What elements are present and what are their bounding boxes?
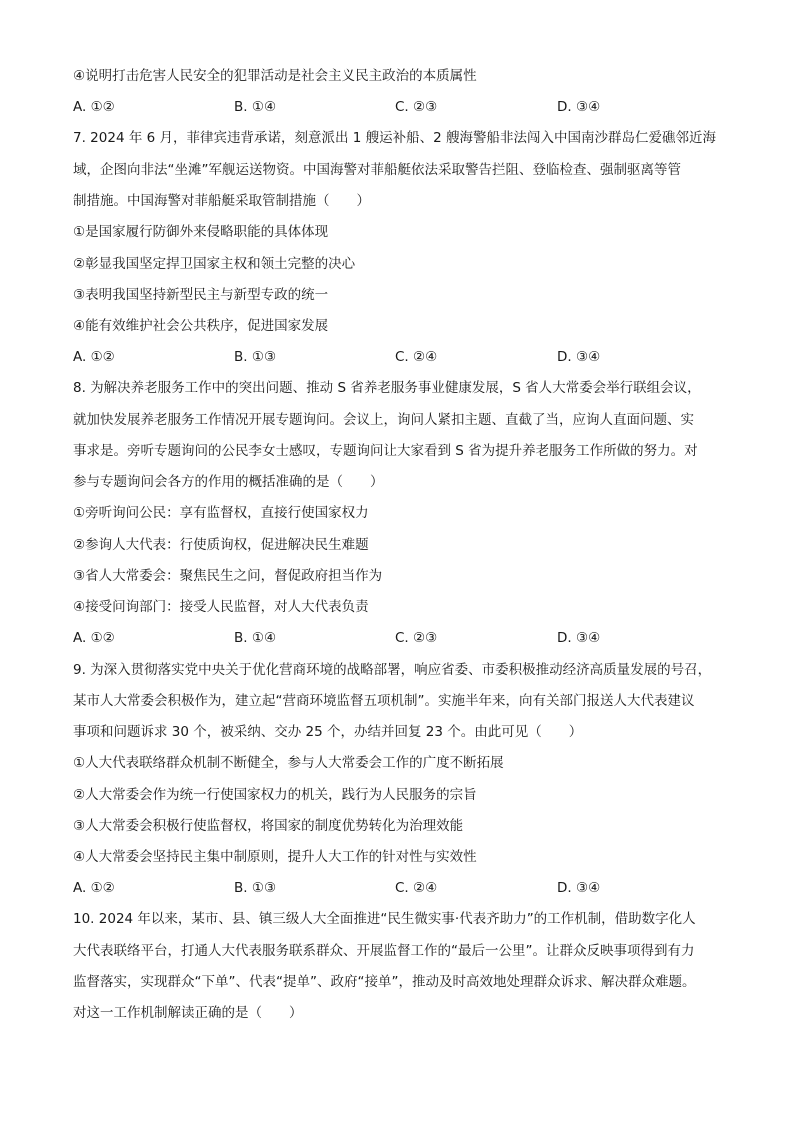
q9-statement-2: ②人大常委会作为统一行使国家权力的机关，践行为人民服务的宗旨 [73,787,477,803]
q8-statement-3: ③省人大常委会：聚焦民生之问，督促政府担当作为 [73,568,383,584]
q8-option-c: C. ②③ [395,630,438,646]
q7-option-c: C. ②④ [395,349,438,365]
q9-stem-line-2: 某市人大常委会积极作为，建立起“营商环境监督五项机制”。实施半年来，向有关部门报送人大代表建议 [73,693,695,709]
q9-option-b: B. ①③ [234,880,277,896]
q9-statement-1: ①人大代表联络群众机制不断健全，参与人大常委会工作的广度不断拓展 [73,755,504,771]
q8-stem-line-1: 8. 为解决养老服务工作中的突出问题、推动 S 省养老服务事业健康发展，S 省人大常委会举行联组会议， [73,380,701,396]
q10-stem-line-1: 10. 2024 年以来，某市、县、镇三级人大全面推进“民生微实事·代表齐助力”的工作机制，借助数字化人 [73,911,696,927]
q10-stem-line-3: 监督落实，实现群众“下单”、代表“提单”、政府“接单”，推动及时高效地处理群众诉求、解决群众难题。 [73,974,696,990]
q8-option-a: A. ①② [73,630,115,646]
q9-stem-line-1: 9. 为深入贯彻落实党中央关于优化营商环境的战略部署，响应省委、市委积极推动经济高质量发展的号召， [73,662,712,678]
q8-statement-1: ①旁听询问公民：享有监督权，直接行使国家权力 [73,505,369,521]
q6-option-c: C. ②③ [395,99,438,115]
q6-statement-4: ④说明打击危害人民安全的犯罪活动是社会主义民主政治的本质属性 [73,68,477,84]
q7-statement-1: ①是国家履行防御外来侵略职能的具体体现 [73,224,329,240]
q7-statement-3: ③表明我国坚持新型民主与新型专政的统一 [73,287,329,303]
q8-stem-line-3: 事求是。旁听专题询问的公民李女士感叹，专题询问让大家看到 S 省为提升养老服务工作所做的努力。对 [73,443,698,459]
q9-option-c: C. ②④ [395,880,438,896]
q6-option-b: B. ①④ [234,99,277,115]
q8-stem-line-4: 参与专题询问会各方的作用的概括准确的是（ ） [73,474,384,490]
q6-option-a: A. ①② [73,99,115,115]
q9-option-d: D. ③④ [557,880,601,896]
q7-stem-line-3: 制措施。中国海警对菲船艇采取管制措施（ ） [73,193,370,209]
q8-statement-2: ②参询人大代表：行使质询权，促进解决民生难题 [73,537,369,553]
q7-statement-2: ②彰显我国坚定捍卫国家主权和领土完整的决心 [73,256,356,272]
q8-option-b: B. ①④ [234,630,277,646]
q9-statement-4: ④人大常委会坚持民主集中制原则，提升人大工作的针对性与实效性 [73,849,477,865]
q8-stem-line-2: 就加快发展养老服务工作情况开展专题询问。会议上，询问人紧扣主题、直截了当，应询人直面问题、实 [73,412,694,428]
q6-option-d: D. ③④ [557,99,601,115]
q9-option-a: A. ①② [73,880,115,896]
q7-option-d: D. ③④ [557,349,601,365]
q8-statement-4: ④接受问询部门：接受人民监督，对人大代表负责 [73,599,369,615]
q10-stem-line-2: 大代表联络平台，打通人大代表服务联系群众、开展监督工作的“最后一公里”。让群众反映事项得到有力 [73,943,695,959]
q7-stem-line-1: 7. 2024 年 6 月，菲律宾违背承诺，刻意派出 1 艘运补船、2 艘海警船非法闯入中国南沙群岛仁爱礁邻近海 [73,130,717,146]
q10-stem-line-4: 对这一工作机制解读正确的是（ ） [73,1005,303,1021]
q7-stem-line-2: 域，企图向非法“坐滩”军舰运送物资。中国海警对菲船艇依法采取警告拦阻、登临检查、强制驱离等管 [73,162,681,178]
q9-statement-3: ③人大常委会积极行使监督权，将国家的制度优势转化为治理效能 [73,818,464,834]
q7-statement-4: ④能有效维护社会公共秩序，促进国家发展 [73,318,329,334]
q8-option-d: D. ③④ [557,630,601,646]
q7-option-b: B. ①③ [234,349,277,365]
q9-stem-line-3: 事项和问题诉求 30 个，被采纳、交办 25 个，办结并回复 23 个。由此可见（ ） [73,724,583,740]
q7-option-a: A. ①② [73,349,115,365]
